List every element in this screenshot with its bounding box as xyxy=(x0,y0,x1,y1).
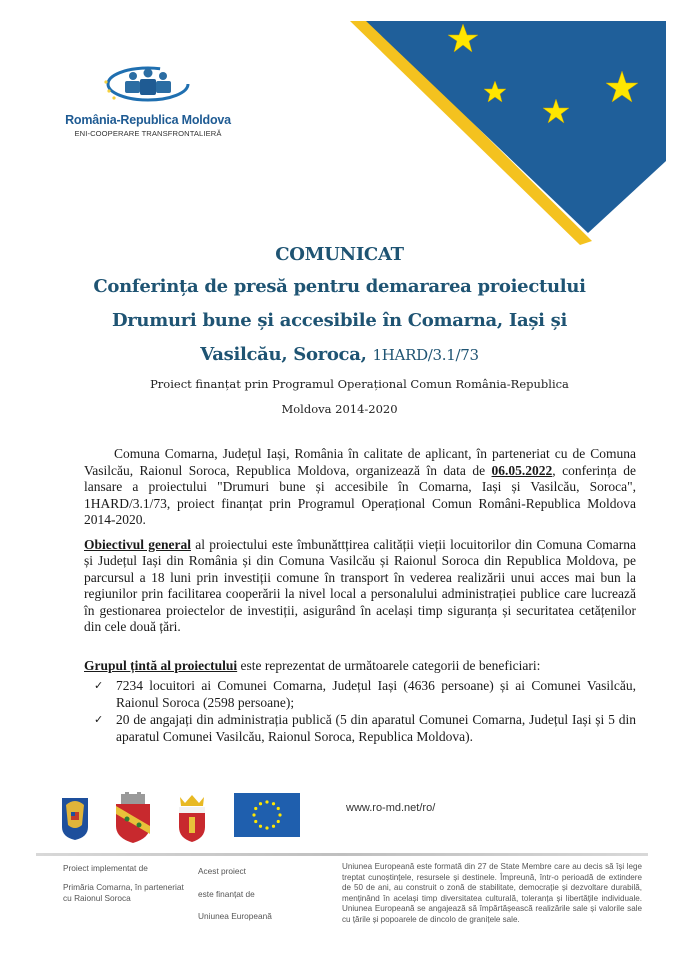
website-link[interactable]: www.ro-md.net/ro/ xyxy=(346,802,436,814)
document-label: COMUNICAT xyxy=(275,244,404,265)
funding-line-1: Proiect finanțat prin Programul Operațional Comun România-Republica xyxy=(150,377,569,391)
title-line-2: Drumuri bune și accesibile în Comarna, Iași și xyxy=(111,310,568,331)
program-subtitle: ENI-COOPERARE TRANSFRONTALIERĂ xyxy=(74,129,222,138)
program-logo xyxy=(58,62,238,142)
eu-star-icon xyxy=(259,802,262,805)
eu-star-icon xyxy=(254,807,257,810)
funding-line-2: Moldova 2014-2020 xyxy=(281,402,398,416)
eu-star-icon xyxy=(278,813,281,816)
eu-star-icon xyxy=(272,802,275,805)
eu-star-icon xyxy=(272,825,275,828)
eu-star-icon xyxy=(252,813,255,816)
people-group-icon xyxy=(100,64,190,108)
target-group-heading: Grupul țintă al proiectului xyxy=(84,657,238,673)
program-name: România-Republica Moldova xyxy=(65,113,231,127)
list-item-text: 20 de angajați din administrația publică (5 din aparatul Comunei Comarna, Județul Iași și 5 din aparatul Comunei Vasilcău, Raionul Soroca, Republica Moldova). xyxy=(116,712,636,744)
intro-paragraph xyxy=(84,446,636,529)
checkmark-icon: ✓ xyxy=(94,713,104,726)
eu-star-icon xyxy=(277,807,280,810)
eu-star-icon xyxy=(277,820,280,823)
title-line-1: Conferința de presă pentru demararea proiectului xyxy=(93,276,586,297)
beneficiary-list xyxy=(84,678,636,745)
target-group-paragraph xyxy=(84,658,636,675)
list-item-text: 7234 locuitori ai Comunei Comarna, Județul Iași (4636 persoane) și ai Comunei Vasilcău, Raionul Soroca (2598 persoane); xyxy=(116,678,636,710)
intro-text-start: Comuna Comarna, Județul Iași, România în calitate de aplicant, în parteneriat cu de Comuna Vasilcău, Raionul Soroca, Republica Moldova, organizează în data de xyxy=(84,446,636,478)
eu-star-icon xyxy=(265,800,268,803)
title-line-3 xyxy=(0,338,679,372)
eu-description: Uniunea Europeană este formată din 27 de State Membre care au decis să își lege treptat cunoștințele, resursele și destinele. Împreună, într-o perioadă de extindere de 50 de ani, au construit o zonă de stabilitate, democrație și dezvoltare durabilă, menținând în același timp diversitatea culturală, toleranța și libertățile individuale. Uniunea Europeană se angajează să împărtășească realizările sale și valorile sale cu țările și popoarele de dincolo de granițele sale. xyxy=(342,862,642,924)
footer-divider xyxy=(36,853,648,856)
eu-star-icon xyxy=(259,825,262,828)
funded-by-line-2: este finanțat de xyxy=(198,889,255,899)
list-item xyxy=(84,678,636,711)
title-line-3-text: Vasilcău, Soroca, xyxy=(200,344,367,365)
checkmark-icon: ✓ xyxy=(94,679,104,692)
soroca-coat-of-arms-icon xyxy=(175,793,209,843)
funded-by-line-3: Uniunea Europeană xyxy=(198,911,272,921)
target-group-text: este reprezentat de următoarele categorii de beneficiari: xyxy=(237,657,541,673)
project-code: 1HARD/3.1/73 xyxy=(372,346,479,364)
implemented-by-text: Primăria Comarna, în parteneriat cu Raionul Soroca xyxy=(63,882,184,903)
main-content xyxy=(0,240,679,746)
eu-star-icon xyxy=(254,820,257,823)
event-date: 06.05.2022 xyxy=(491,462,553,478)
eu-stars-banner xyxy=(350,15,670,245)
implemented-by-label: Proiect implementat de xyxy=(63,863,148,873)
eu-flag-icon xyxy=(234,793,300,837)
objective-paragraph xyxy=(84,537,636,636)
eu-star-icon xyxy=(265,826,268,829)
objective-text: al proiectului este îmbunăttțirea calității vieții locuitorilor din Comuna Comarna și Județul Iași din România și din Comuna Vasilcău și Raionul Soroca din Republica Moldova, pe parcursul a 18 luni prin investiții comune în transport în vederea realizării unui acces mai bun la regiunilor prin facilitarea cooperării la nivel local a personalului administrației publice care lucrează în gestionarea proiectelor de investiții, asigurând în același timp siguranța și securitatea cetățenilor din cele două țări. xyxy=(84,536,637,634)
romania-coat-of-arms-icon xyxy=(61,795,89,841)
list-item xyxy=(84,712,636,745)
comarna-coat-of-arms-icon xyxy=(113,792,153,844)
intro-text-end: , conferința de lansare a proiectului "Drumuri bune și accesibile în Comarna, Iași și Vasilcău, Soroca", 1HARD/3.1/73, proiect finanțat prin Programul Operațional Comun Români-Republica Moldova 2014-2020. xyxy=(84,462,636,527)
objective-heading: Obiectivul general xyxy=(84,536,191,552)
funded-by-line-1: Acest proiect xyxy=(198,866,246,876)
